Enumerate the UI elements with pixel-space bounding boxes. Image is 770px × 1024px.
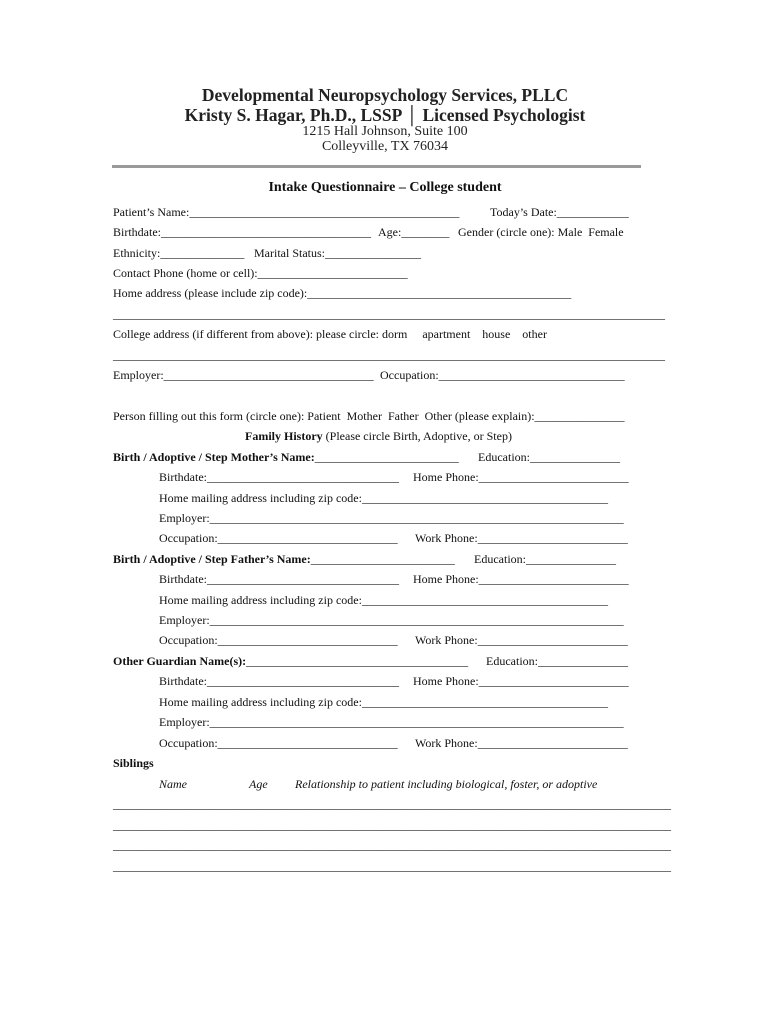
sibling-line[interactable]: _____________________________________________________________________________________________ [113,859,671,873]
college-address-line-2[interactable]: ____________________________________________________________________________________________ [113,348,665,362]
sibling-line[interactable]: _____________________________________________________________________________________________ [113,797,671,811]
father-employer-field[interactable]: Employer:_____________________________________________________________________ [159,613,624,627]
person-filling-field[interactable]: Person filling out this form (circle one): Patient Mother Father Other (please explain):_______________ [113,409,625,423]
birthdate-field[interactable]: Birthdate:___________________________________ [113,225,371,239]
mother-mailing-address-field[interactable]: Home mailing address including zip code:_________________________________________ [159,491,608,505]
guardian-employer-field[interactable]: Employer:_____________________________________________________________________ [159,715,624,729]
ethnicity-field[interactable]: Ethnicity:______________ [113,246,245,260]
guardian-name-label: Other Guardian Name(s): [113,654,247,668]
father-home-phone-field[interactable]: Home Phone:_________________________ [413,572,629,586]
mother-work-phone-field[interactable]: Work Phone:_________________________ [415,531,628,545]
mother-name-row[interactable] [113,450,459,464]
header-divider [112,165,641,168]
todays-date-field[interactable]: Today’s Date:____________ [490,205,629,219]
form-title: Intake Questionnaire – College student [268,180,502,195]
mother-home-phone-field[interactable]: Home Phone:_________________________ [413,470,629,484]
contact-phone-field[interactable]: Contact Phone (home or cell):_________________________ [113,266,408,280]
sibling-line[interactable]: _____________________________________________________________________________________________ [113,818,671,832]
organization-name: Developmental Neuropsychology Services, PLLC [201,85,569,105]
father-birthdate-field[interactable]: Birthdate:________________________________ [159,572,399,586]
employer-field[interactable]: Employer:___________________________________ [113,368,374,382]
father-name-row[interactable] [113,552,455,566]
father-name-label: Birth / Adoptive / Step Father’s Name: [113,552,311,566]
occupation-field[interactable]: Occupation:_______________________________ [380,368,625,382]
home-address-field[interactable]: Home address (please include zip code):____________________________________________ [113,286,572,300]
guardian-name-line[interactable]: _____________________________________ [246,654,469,668]
address-line-2: Colleyville, TX 76034 [321,139,449,154]
father-education-field[interactable]: Education:_______________ [474,552,616,566]
siblings-col-name: Name [159,777,187,791]
mother-name-label: Birth / Adoptive / Step Mother’s Name: [113,450,315,464]
family-history-title: Family History [245,429,323,443]
guardian-home-phone-field[interactable]: Home Phone:_________________________ [413,674,629,688]
siblings-col-relationship: Relationship to patient including biological, foster, or adoptive [295,777,598,791]
college-address-field[interactable]: College address (if different from above): please circle: dorm apartment house other [113,327,547,341]
age-field[interactable]: Age:________ [378,225,450,239]
address-line-1: 1215 Hall Johnson, Suite 100 [302,124,468,139]
sibling-line[interactable]: _____________________________________________________________________________________________ [113,838,671,852]
guardian-mailing-address-field[interactable]: Home mailing address including zip code:_________________________________________ [159,695,608,709]
mother-employer-field[interactable]: Employer:_____________________________________________________________________ [159,511,624,525]
father-mailing-address-field[interactable]: Home mailing address including zip code:_________________________________________ [159,593,608,607]
family-history-instructions: (Please circle Birth, Adoptive, or Step) [322,429,512,443]
home-address-line-2[interactable]: ____________________________________________________________________________________________ [113,307,665,321]
family-history-heading [245,429,512,443]
guardian-work-phone-field[interactable]: Work Phone:_________________________ [415,736,628,750]
mother-name-line[interactable]: ________________________ [314,450,459,464]
father-name-line[interactable]: ________________________ [310,552,455,566]
father-occupation-field[interactable]: Occupation:______________________________ [159,633,398,647]
marital-status-field[interactable]: Marital Status:________________ [254,246,421,260]
guardian-occupation-field[interactable]: Occupation:______________________________ [159,736,398,750]
mother-education-field[interactable]: Education:_______________ [478,450,620,464]
patient-name-field[interactable]: Patient’s Name:_____________________________________________ [113,205,460,219]
gender-field[interactable]: Gender (circle one): Male Female [458,225,624,239]
father-work-phone-field[interactable]: Work Phone:_________________________ [415,633,628,647]
siblings-heading: Siblings [113,756,154,770]
guardian-birthdate-field[interactable]: Birthdate:________________________________ [159,674,399,688]
siblings-col-age: Age [249,777,268,791]
provider-name: Kristy S. Hagar, Ph.D., LSSP │ Licensed Psychologist [184,105,586,125]
mother-occupation-field[interactable]: Occupation:______________________________ [159,531,398,545]
guardian-name-row[interactable] [113,654,468,668]
guardian-education-field[interactable]: Education:_______________ [486,654,628,668]
mother-birthdate-field[interactable]: Birthdate:________________________________ [159,470,399,484]
